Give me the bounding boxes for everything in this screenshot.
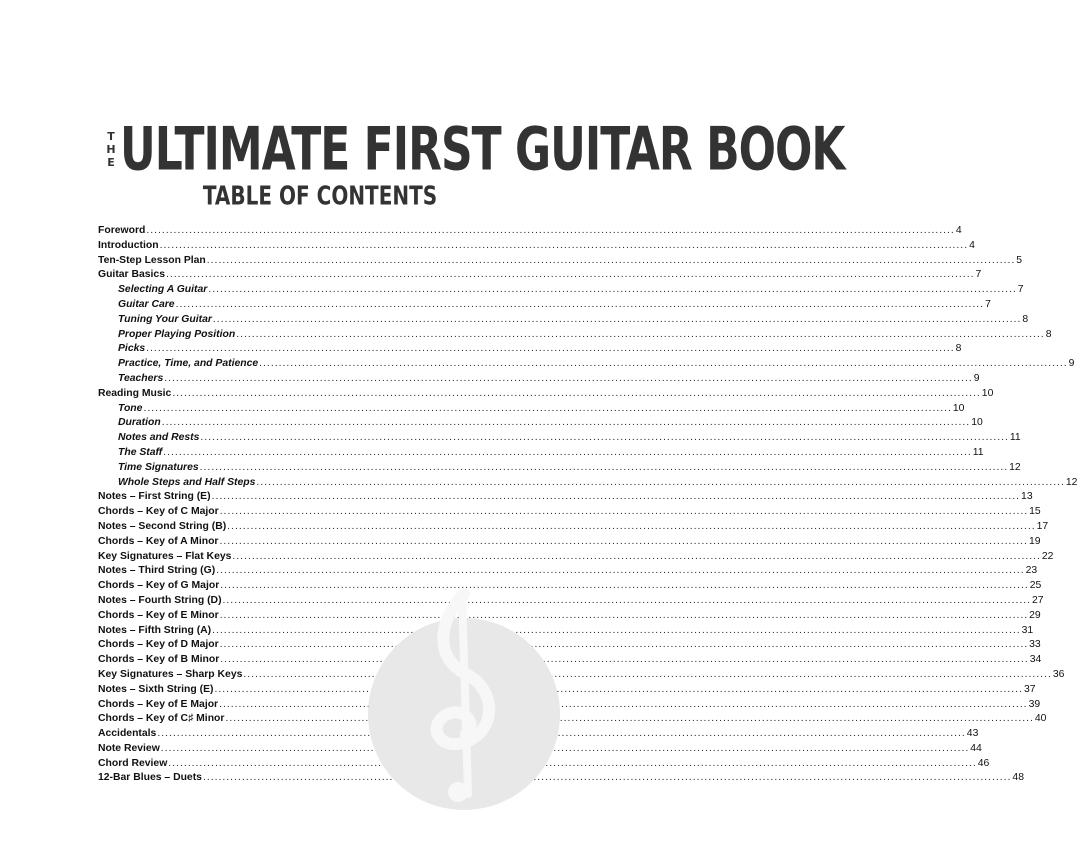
book-title: ULTIMATE FIRST GUITAR BOOK	[120, 115, 845, 185]
toc-entry-label: Introduction	[98, 239, 159, 251]
toc-entry-page: 12	[1009, 461, 1021, 473]
toc-entry-label: Chords – Key of C Major	[98, 506, 219, 518]
toc-entry-label: Key Signatures – Sharp Keys	[98, 668, 243, 680]
toc-entry-page: 37	[1023, 683, 1036, 695]
toc-leader-dots	[236, 328, 1044, 343]
toc-entry-label: Chords – Key of A Minor	[98, 535, 219, 547]
toc-entry-label: Notes – Third String (G)	[98, 565, 216, 577]
toc-entry	[98, 653, 1042, 668]
toc-leader-dots	[220, 653, 1028, 668]
toc-leader-dots	[219, 535, 1027, 550]
toc-leader-dots	[227, 520, 1035, 535]
toc-entry-page: 40	[1034, 713, 1047, 725]
toc-leader-dots	[207, 254, 1015, 269]
toc-entry	[98, 771, 1024, 786]
toc-entry-label: Proper Playing Position	[118, 328, 236, 340]
toc-entry-page: 7	[985, 298, 991, 310]
toc-entry-page: 19	[1028, 535, 1041, 547]
toc-entry-page: 39	[1028, 698, 1041, 710]
toc-entry-label: Notes – Fourth String (D)	[98, 594, 222, 606]
toc-entry	[98, 416, 983, 431]
toc-entry-label: Tone	[118, 402, 143, 414]
toc-leader-dots	[220, 505, 1028, 520]
toc-entry-label: Notes and Rests	[118, 432, 200, 444]
toc-entry	[98, 550, 1054, 565]
toc-entry-label: 12-Bar Blues – Duets	[98, 772, 202, 784]
toc-entry	[98, 342, 962, 357]
toc-entry-page: 10	[981, 387, 994, 399]
toc-heading: TABLE OF CONTENTS	[202, 180, 438, 212]
title-the-e: E	[107, 156, 115, 169]
toc-entry-page: 10	[952, 402, 965, 414]
toc-leader-dots	[161, 742, 969, 757]
toc-entry	[98, 609, 1041, 624]
toc-entry-page: 8	[955, 343, 962, 355]
toc-entry	[98, 712, 1047, 727]
toc-entry	[98, 372, 980, 387]
toc-entry-label: Ten-Step Lesson Plan	[98, 254, 206, 266]
toc-leader-dots	[220, 579, 1028, 594]
toc-leader-dots	[146, 342, 954, 357]
toc-leader-dots	[164, 372, 972, 387]
toc-entry-label: Reading Music	[98, 387, 172, 399]
toc-entry	[98, 698, 1041, 713]
toc-entry-label: Whole Steps and Half Steps	[118, 476, 256, 488]
toc-entry-label: Duration	[118, 417, 161, 429]
toc-entry	[98, 520, 1049, 535]
toc-leader-dots	[200, 431, 1008, 446]
toc-leader-dots	[203, 771, 1011, 786]
toc-entry	[98, 268, 982, 283]
book-title-block	[104, 110, 845, 190]
title-the	[104, 130, 118, 169]
toc-entry-page: 34	[1029, 654, 1042, 666]
toc-entry-page: 9	[973, 372, 980, 384]
toc-entry	[98, 490, 1033, 505]
toc-leader-dots	[200, 461, 1008, 476]
toc-entry-page: 5	[1016, 254, 1023, 266]
toc-entry	[98, 446, 984, 461]
toc-entry	[98, 402, 965, 417]
toc-entry-page: 43	[966, 728, 979, 740]
toc-entry-page: 36	[1052, 668, 1065, 680]
toc-entry	[98, 668, 1065, 683]
toc-entry	[98, 742, 982, 757]
toc-entry	[98, 727, 979, 742]
toc-entry	[98, 638, 1041, 653]
toc-leader-dots	[162, 416, 970, 431]
toc-entry-label: Foreword	[98, 225, 146, 236]
toc-entry	[98, 757, 990, 772]
toc-entry-page: 17	[1036, 520, 1049, 532]
toc-entry	[98, 298, 991, 313]
toc-entry	[98, 505, 1041, 520]
toc-entry	[98, 461, 1021, 476]
toc-entry-page: 23	[1025, 565, 1038, 577]
toc-leader-dots	[212, 490, 1020, 505]
toc-entry-label: Selecting A Guitar	[118, 284, 208, 296]
toc-entry-label: Teachers	[118, 372, 164, 384]
toc-entry	[98, 239, 975, 254]
toc-leader-dots	[225, 712, 1033, 727]
toc-entry	[98, 357, 1075, 372]
toc-entry-page: 46	[977, 757, 990, 769]
toc-entry-label: Time Signatures	[118, 461, 199, 473]
toc-entry-page: 7	[1017, 284, 1024, 296]
toc-entry-page: 4	[969, 239, 975, 251]
toc-entry-page: 31	[1021, 624, 1034, 636]
table-of-contents	[98, 224, 1077, 786]
toc-entry	[98, 387, 994, 402]
toc-entry	[98, 564, 1038, 579]
toc-leader-dots	[146, 224, 954, 239]
toc-entry	[98, 431, 1021, 446]
toc-leader-dots	[213, 313, 1021, 328]
toc-entry	[98, 254, 1023, 269]
toc-entry-label: Practice, Time, and Patience	[118, 358, 259, 370]
toc-entry-page: 8	[1022, 313, 1029, 325]
title-the-h: H	[106, 143, 116, 156]
toc-entry	[98, 594, 1044, 609]
toc-entry-page: 29	[1029, 609, 1041, 621]
toc-entry	[98, 224, 962, 239]
toc-entry-page: 48	[1012, 772, 1024, 784]
toc-entry-page: 10	[971, 417, 983, 429]
toc-leader-dots	[168, 757, 976, 772]
toc-entry-label: Guitar Basics	[98, 269, 165, 281]
toc-leader-dots	[163, 446, 971, 461]
toc-entry-label: Notes – Second String (B)	[98, 520, 227, 532]
toc-entry-label: The Staff	[118, 446, 163, 458]
toc-entry	[98, 476, 1077, 491]
toc-entry-label: Notes – First String (E)	[98, 491, 211, 503]
toc-entry-label: Chords – Key of G Major	[98, 580, 220, 592]
toc-leader-dots	[176, 298, 984, 313]
toc-entry-label: Guitar Care	[118, 298, 175, 310]
toc-entry-label: Key Signatures – Flat Keys	[98, 550, 232, 562]
toc-entry-page: 11	[1009, 432, 1021, 444]
toc-entry-label: Chords – Key of E Minor	[98, 609, 219, 621]
toc-leader-dots	[259, 357, 1067, 372]
toc-entry-label: Accidentals	[98, 728, 157, 740]
toc-entry-page: 11	[972, 446, 984, 458]
toc-leader-dots	[157, 727, 965, 742]
toc-entry-page: 7	[975, 269, 982, 281]
toc-leader-dots	[243, 668, 1051, 683]
toc-entry-page: 8	[1045, 328, 1052, 340]
toc-leader-dots	[232, 550, 1040, 565]
title-the-t: T	[107, 130, 115, 143]
toc-entry-label: Tuning Your Guitar	[118, 313, 212, 325]
toc-entry-page: 12	[1065, 476, 1077, 488]
toc-leader-dots	[216, 564, 1024, 579]
toc-entry-label: Chords – Key of B Minor	[98, 654, 220, 666]
toc-leader-dots	[214, 683, 1022, 698]
toc-entry-page: 25	[1029, 580, 1042, 592]
toc-entry-page: 27	[1032, 594, 1044, 606]
toc-leader-dots	[172, 387, 980, 402]
toc-entry	[98, 535, 1041, 550]
toc-entry-label: Chords – Key of D Major	[98, 639, 219, 651]
toc-entry-label: Chord Review	[98, 757, 168, 769]
toc-leader-dots	[160, 239, 968, 254]
toc-entry-page: 44	[970, 742, 982, 754]
toc-leader-dots	[223, 594, 1031, 609]
toc-leader-dots	[219, 698, 1027, 713]
toc-leader-dots	[166, 268, 974, 283]
toc-leader-dots	[220, 638, 1028, 653]
toc-entry	[98, 313, 1029, 328]
toc-entry-label: Notes – Fifth String (A)	[98, 624, 212, 636]
toc-entry	[98, 283, 1024, 298]
toc-entry-label: Chords – Key of C♯ Minor	[98, 713, 225, 725]
toc-leader-dots	[208, 283, 1016, 298]
toc-entry-label: Chords – Key of E Major	[98, 698, 219, 710]
toc-entry-label: Note Review	[98, 742, 160, 754]
toc-entry-page: 4	[955, 225, 962, 236]
toc-entry	[98, 683, 1036, 698]
toc-entry	[98, 328, 1052, 343]
toc-entry-page: 13	[1021, 491, 1033, 503]
toc-leader-dots	[256, 476, 1064, 491]
toc-leader-dots	[220, 609, 1028, 624]
toc-entry-page: 33	[1029, 639, 1041, 651]
toc-entry	[98, 624, 1034, 639]
toc-entry-label: Notes – Sixth String (E)	[98, 683, 214, 695]
toc-entry-page: 15	[1029, 506, 1041, 518]
toc-entry	[98, 579, 1042, 594]
toc-entry-label: Picks	[118, 343, 146, 355]
toc-entry-page: 9	[1068, 358, 1075, 370]
toc-entry-page: 22	[1041, 550, 1054, 562]
toc-leader-dots	[212, 624, 1020, 639]
toc-leader-dots	[143, 402, 951, 417]
